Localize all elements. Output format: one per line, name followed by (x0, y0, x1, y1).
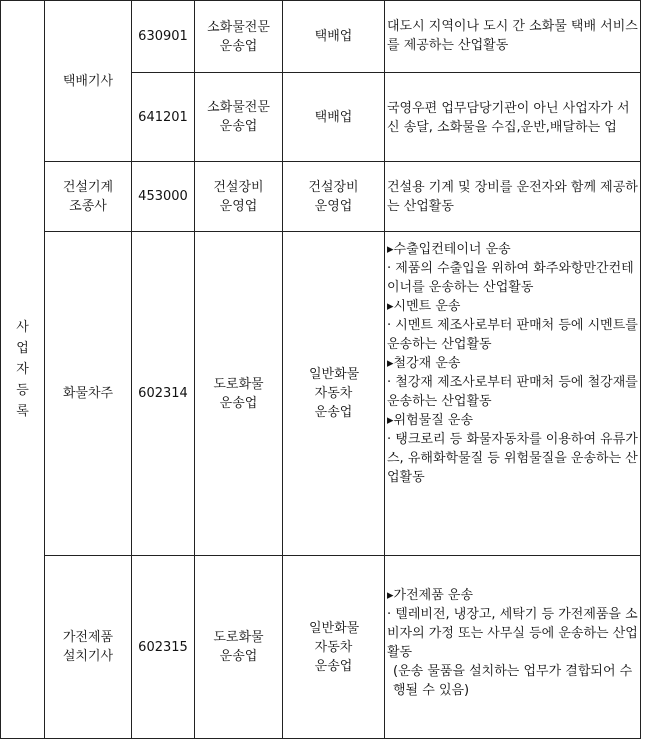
description-text: 국영우편 업무담당기관이 아닌 사업자가 서신 송달, 소화물을 수집,운반,배달하는 업 (387, 101, 630, 135)
table-row (1, 556, 641, 739)
industry-cell (195, 232, 283, 556)
code-cell (132, 73, 195, 162)
category-label: 사업자등록 (16, 320, 29, 419)
industry-cell (195, 556, 283, 739)
subtype-cell (283, 556, 385, 739)
item-text: · 철강재 제조사로부터 판매처 등에 철강재를 운송하는 산업활동 (387, 375, 638, 409)
description-text: 건설용 기계 및 장비를 운전자와 함께 제공하는 산업활동 (387, 179, 638, 214)
industry-label: 소화물전문 운송업 (207, 100, 270, 134)
code-cell (132, 556, 195, 739)
job-cell (45, 1, 132, 162)
item-title: ▸시멘트 운송 (387, 299, 461, 314)
table-row (1, 162, 641, 232)
industry-cell (195, 73, 283, 162)
industry-label: 도로화물 운송업 (213, 630, 264, 664)
subtype-label: 택배업 (314, 109, 353, 125)
subtype-cell (283, 73, 385, 162)
subtype-label: 건설장비 운영업 (308, 179, 359, 214)
job-label: 가전제품 설치기사 (62, 630, 114, 664)
job-cell (45, 232, 132, 556)
code-value: 453000 (138, 189, 188, 204)
industry-cell (195, 1, 283, 73)
subtype-cell (283, 232, 385, 556)
subtype-label: 일반화물 자동차 운송업 (309, 367, 360, 420)
industry-label: 소화물전문 운송업 (207, 19, 270, 54)
code-value: 602315 (138, 639, 188, 655)
job-label: 택배기사 (62, 73, 114, 89)
job-label: 건설기계 조종사 (62, 179, 114, 214)
table-row (1, 232, 641, 556)
subtype-label: 일반화물 자동차 운송업 (309, 620, 360, 674)
code-cell (132, 162, 195, 232)
item-text: · 시멘트 제조사로부터 판매처 등에 시멘트를 운송하는 산업활동 (387, 318, 638, 352)
item-title: ▸위험물질 운송 (387, 413, 474, 428)
code-value: 630901 (138, 29, 188, 44)
code-value: 641201 (138, 109, 188, 125)
description-cell (385, 73, 641, 162)
code-value: 602314 (138, 386, 188, 401)
item-text: · 제품의 수출입을 위하여 화주와항만간컨테이너를 운송하는 산업활동 (387, 261, 634, 295)
category-cell (1, 1, 45, 739)
item-title: ▸가전제품 운송 (387, 588, 474, 603)
subtype-cell (283, 1, 385, 73)
subtype-label: 택배업 (314, 29, 353, 44)
subtype-cell (283, 162, 385, 232)
description-cell (385, 556, 641, 739)
industry-cell (195, 162, 283, 232)
item-note: (운송 물품을 설치하는 업무가 결합되어 수행될 수 있음) (393, 664, 633, 698)
item-title: ▸수출입컨테이너 운송 (387, 242, 511, 257)
code-cell (132, 232, 195, 556)
industry-label: 도로화물 운송업 (213, 376, 264, 411)
table-row (1, 1, 641, 73)
code-cell (132, 1, 195, 73)
item-title: ▸철강재 운송 (387, 356, 461, 371)
description-cell (385, 232, 641, 556)
description-cell (385, 162, 641, 232)
industry-label: 건설장비 운영업 (213, 179, 264, 214)
job-cell (45, 162, 132, 232)
description-text: 대도시 지역이나 도시 간 소화물 택배 서비스를 제공하는 산업활동 (387, 19, 638, 53)
description-cell (385, 1, 641, 73)
item-text: · 탱크로리 등 화물자동차를 이용하여 유류가스, 유해화학물질 등 위험물질을 운송하는 산업활동 (387, 432, 638, 485)
item-text: · 텔레비전, 냉장고, 세탁기 등 가전제품을 소비자의 가정 또는 사무실 등에 운송하는 산업활동 (387, 607, 638, 660)
job-label: 화물차주 (62, 386, 114, 401)
job-cell (45, 556, 132, 739)
